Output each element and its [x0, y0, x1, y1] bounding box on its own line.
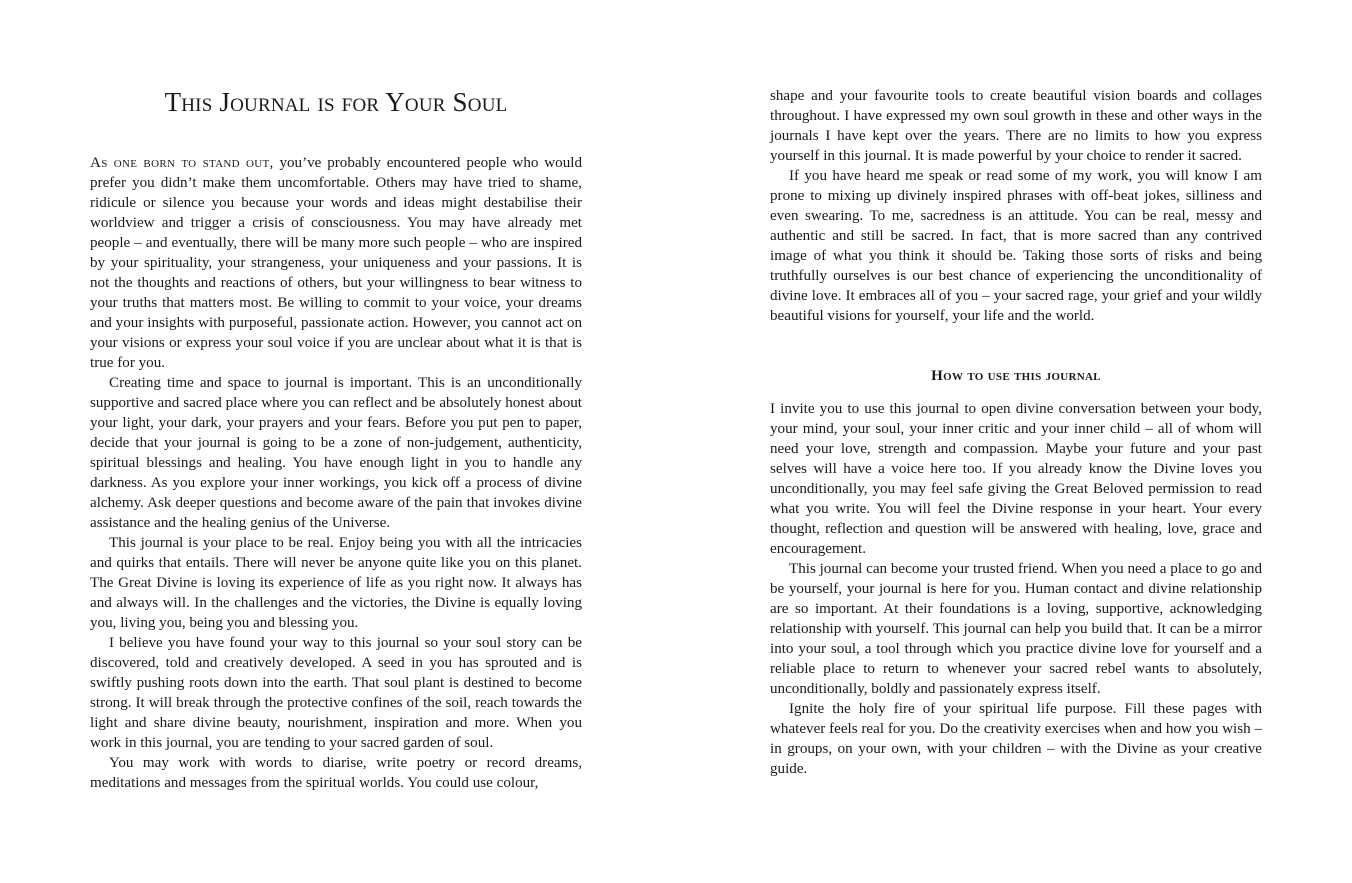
chapter-title: This Journal is for Your Soul [164, 87, 508, 117]
body-paragraph: Creating time and space to journal is important. This is an unconditionally supportive and sacred place where you can reflect and be absolutely honest about your light, your dark, your prayers and your fears. Before you put pen to paper, decide that your journal is going to be a zone of non-judgement, authenticity, spiritual blessings and healing. You have enough light in you to handle any darkness. As you explore your inner workings, you kick off a process of divine alchemy. Ask deeper questions and become aware of the pain that invokes divine assistance and the healing genius of the Universe. [90, 375, 582, 531]
body-paragraph: Ignite the holy fire of your spiritual life purpose. Fill these pages with whatever feels real for you. Do the creativity exercises when and how you wish – in groups, on your own, with your children – with the Divine as your creative guide. [770, 701, 1262, 777]
left-page [90, 0, 582, 883]
section-heading: How to use this journal [931, 368, 1101, 384]
body-paragraph: This journal is your place to be real. Enjoy being you with all the intricacies and quirks that entails. There will never be anyone quite like you on this planet. The Great Divine is loving its experience of life as you right now. It always has and always will. In the challenges and the victories, the Divine is equally loving you, living you, being you and blessing you. [90, 535, 582, 631]
body-paragraph: I believe you have found your way to this journal so your soul story can be discovered, told and creatively developed. A seed in you has sprouted and is swiftly pushing roots down into the earth. That soul plant is destined to become strong. It will break through the protective confines of the soil, reach towards the light and share divine beauty, nourishment, inspiration and more. When you work in this journal, you are tending to your sacred garden of soul. [90, 635, 582, 751]
right-page-top-body [770, 86, 1262, 326]
left-page-body [90, 153, 582, 793]
opening-paragraph-text: you’ve probably encountered people who would prefer you didn’t make them uncomfortable. Others may have tried to shame, ridicule or silence you because your words and ideas might destabilise their worldview and trigger a crisis of consciousness. You may have already met people – and eventually, there will be many more such people – who are inspired by your spirituality, your strangeness, your uniqueness and your passions. It is not the thoughts and reactions of others, but your willingness to bear witness to your truths that matters most. Be willing to commit to your voice, your dreams and your insights with purposeful, passionate action. However, you cannot act on your visions or express your soul voice if you are unclear about what it is that is true for you. [90, 155, 582, 371]
opening-paragraph [90, 153, 582, 373]
opening-small-caps-lead: As one born to stand out, [90, 155, 274, 171]
body-paragraph: If you have heard me speak or read some of my work, you will know I am prone to mixing up divinely inspired phrases with off-beat jokes, silliness and even swearing. To me, sacredness is an attitude. You can be real, messy and authentic and still be sacred. In fact, that is more sacred than any contrived image of what you think it should be. Taking those sorts of risks and being truthfully ourselves is our best chance of experiencing the unconditionality of divine love. It embraces all of you – your sacred rage, your grief and your wildly beautiful visions for yourself, your life and the world. [770, 168, 1262, 324]
right-page [770, 0, 1262, 883]
body-paragraph: This journal can become your trusted friend. When you need a place to go and be yourself, your journal is here for you. Human contact and divine relationship are so important. At their foundations is a loving, supportive, acknowledging relationship with yourself. This journal can help you build that. It can be a mirror into your soul, a tool through which you practice divine love for yourself and a reliable place to return to whenever your sacred rebel wants to absolutely, unconditionally, boldly and passionately express itself. [770, 561, 1262, 697]
continued-paragraph: shape and your favourite tools to create beautiful vision boards and collages throughout. I have expressed my own soul growth in these and other ways in the journals I have kept over the years. There are no limits to how you express yourself in this journal. It is made powerful by your choice to render it sacred. [770, 88, 1262, 164]
body-paragraph: You may work with words to diarise, write poetry or record dreams, meditations and messages from the spiritual worlds. You could use colour, [90, 755, 582, 791]
section-opening-paragraph: I invite you to use this journal to open divine conversation between your body, your mind, your soul, your inner critic and your inner child – all of whom will need your love, strength and compassion. Maybe your future and your past selves will have a voice here too. If you already know the Divine loves you unconditionally, you may feel safe giving the Great Beloved permission to read what you write. You will feel the Divine response in your heart. Your every thought, reflection and question will be answered with healing, love, grace and encouragement. [770, 401, 1262, 557]
right-page-section-body [770, 399, 1262, 779]
